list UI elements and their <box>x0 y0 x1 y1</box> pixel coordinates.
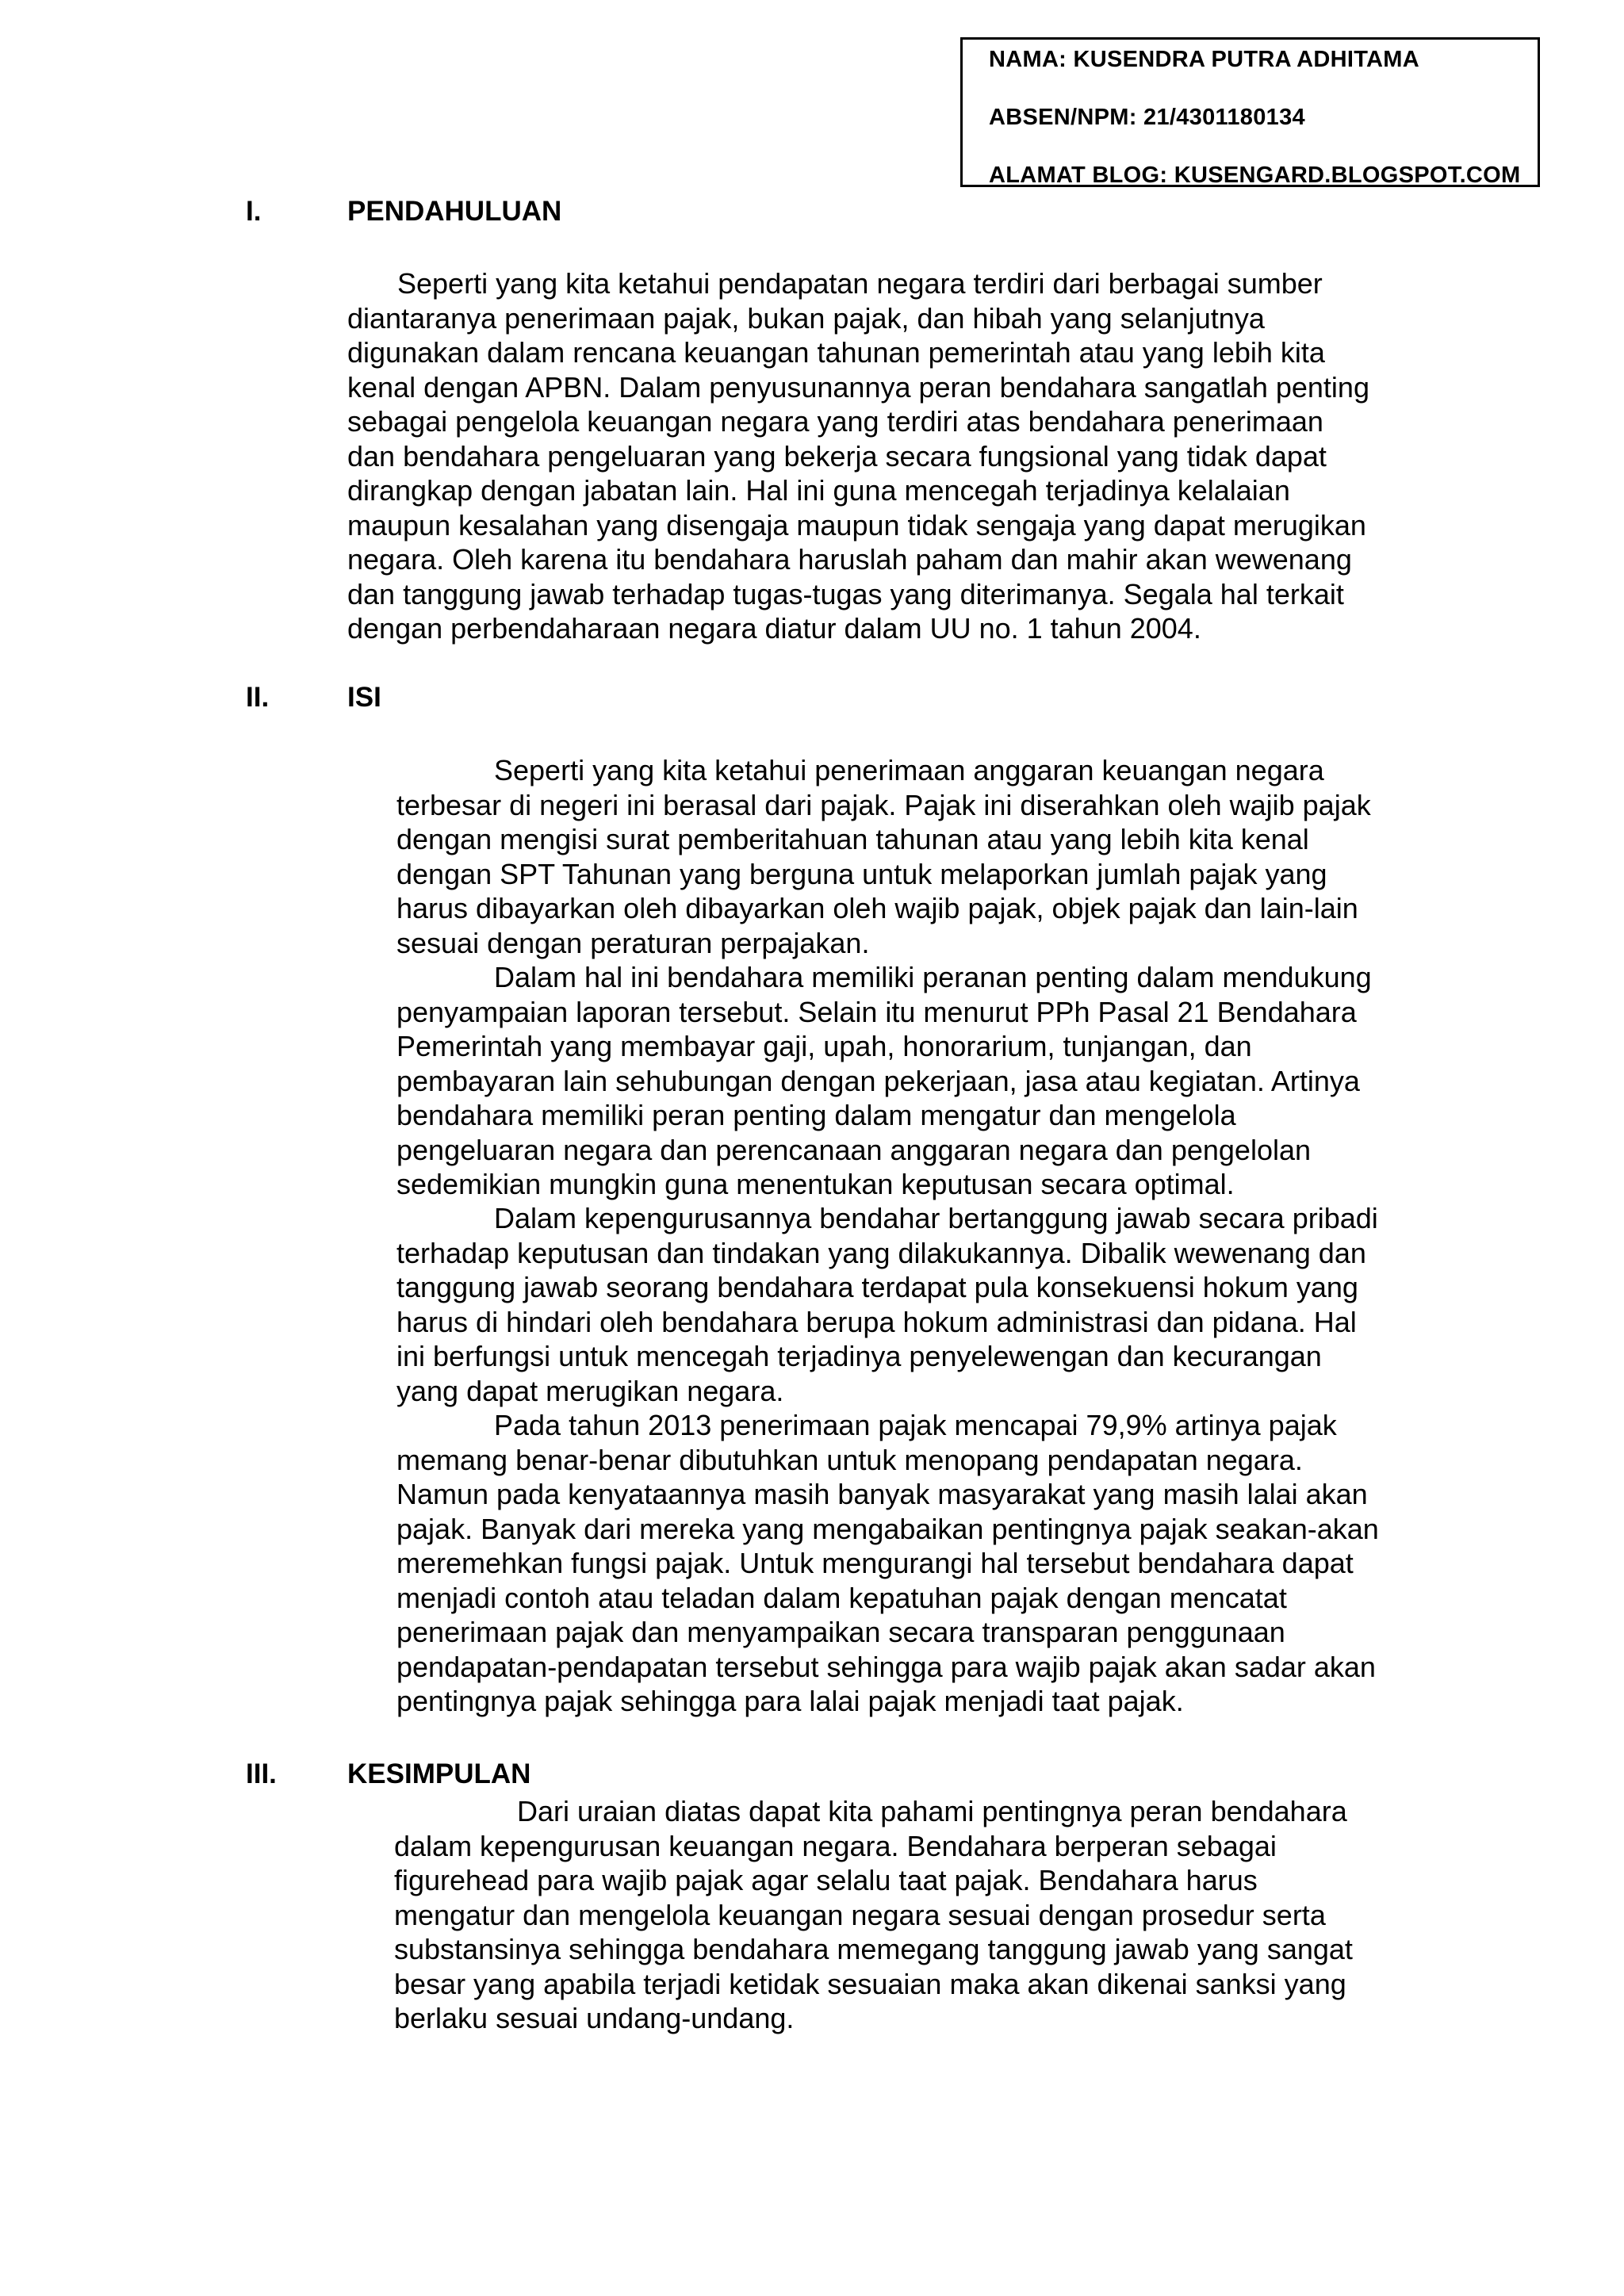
text-line: penyampaian laporan tersebut. Selain itu menurut PPh Pasal 21 Bendahara <box>396 995 1357 1028</box>
paragraph-isi-4 <box>396 1408 1379 1719</box>
section-title: PENDAHULUAN <box>347 196 562 227</box>
student-name: NAMA: KUSENDRA PUTRA ADHITAMA <box>989 47 1420 72</box>
text-line: dengan mengisi surat pemberitahuan tahunan atau yang lebih kita kenal <box>396 823 1309 855</box>
text-line: penerimaan pajak dan menyampaikan secara transparan penggunaan <box>396 1616 1285 1648</box>
text-line: ini berfungsi untuk mencegah terjadinya penyelewengan dan kecurangan <box>396 1340 1322 1372</box>
text-line: negara. Oleh karena itu bendahara haruslah paham dan mahir akan wewenang <box>347 543 1352 576</box>
text-line: sebagai pengelola keuangan negara yang terdiri atas bendahara penerimaan <box>347 405 1323 438</box>
text-line: dirangkap dengan jabatan lain. Hal ini guna mencegah terjadinya kelalaian <box>347 474 1290 507</box>
text-line: terhadap keputusan dan tindakan yang dilakukannya. Dibalik wewenang dan <box>396 1236 1366 1269</box>
text-line: Pemerintah yang membayar gaji, upah, honorarium, tunjangan, dan <box>396 1030 1252 1062</box>
text-line: berlaku sesuai undang-undang. <box>394 2002 795 2034</box>
text-line: Pada tahun 2013 penerimaan pajak mencapai 79,9% artinya pajak <box>494 1409 1337 1441</box>
text-line: terbesar di negeri ini berasal dari pajak. Pajak ini diserahkan oleh wajib pajak <box>396 788 1371 821</box>
paragraph-kesimpulan <box>394 1794 1353 2036</box>
text-line: yang dapat merugikan negara. <box>396 1374 784 1407</box>
student-npm: ABSEN/NPM: 21/4301180134 <box>989 105 1305 130</box>
text-line: sesuai dengan peraturan perpajakan. <box>396 926 870 959</box>
text-line: Seperti yang kita ketahui penerimaan anggaran keuangan negara <box>494 754 1324 786</box>
section-title: KESIMPULAN <box>347 1758 531 1789</box>
text-line: dalam kepengurusan keuangan negara. Bendahara berperan sebagai <box>394 1829 1277 1862</box>
paragraph-isi-2 <box>396 960 1372 1202</box>
section-number: I. <box>246 196 262 227</box>
text-line: diantaranya penerimaan pajak, bukan pajak, dan hibah yang selanjutnya <box>347 301 1265 335</box>
text-line: figurehead para wajib pajak agar selalu taat pajak. Bendahara harus <box>394 1864 1258 1896</box>
text-line: harus dibayarkan oleh dibayarkan oleh wajib pajak, objek pajak dan lain-lain <box>396 892 1358 924</box>
text-line: Dalam hal ini bendahara memiliki peranan penting dalam mendukung <box>494 961 1372 993</box>
text-line: Dari uraian diatas dapat kita pahami pentingnya peran bendahara <box>517 1795 1347 1827</box>
text-line: sedemikian mungkin guna menentukan keputusan secara optimal. <box>396 1168 1235 1200</box>
text-line: dan tanggung jawab terhadap tugas-tugas yang diterimanya. Segala hal terkait <box>347 577 1344 610</box>
text-line: harus di hindari oleh bendahara berupa hokum administrasi dan pidana. Hal <box>396 1305 1357 1338</box>
identity-box <box>960 37 1540 187</box>
text-line: kenal dengan APBN. Dalam penyusunannya peran bendahara sangatlah penting <box>347 370 1369 404</box>
text-line: substansinya sehingga bendahara memegang tanggung jawab yang sangat <box>394 1933 1353 1965</box>
text-line: pengeluaran negara dan perencanaan anggaran negara dan pengelolan <box>396 1133 1312 1166</box>
section-number: II. <box>246 682 270 713</box>
text-line: menjadi contoh atau teladan dalam kepatuhan pajak dengan mencatat <box>396 1581 1287 1614</box>
text-line: besar yang apabila terjadi ketidak sesuaian maka akan dikenai sanksi yang <box>394 1967 1346 2000</box>
text-line: dengan SPT Tahunan yang berguna untuk melaporkan jumlah pajak yang <box>396 857 1327 890</box>
text-line: pembayaran lain sehubungan dengan pekerjaan, jasa atau kegiatan. Artinya <box>396 1064 1360 1097</box>
text-line: meremehkan fungsi pajak. Untuk mengurangi hal tersebut bendahara dapat <box>396 1547 1354 1579</box>
text-line: tanggung jawab seorang bendahara terdapat pula konsekuensi hokum yang <box>396 1271 1358 1303</box>
text-line: maupun kesalahan yang disengaja maupun tidak sengaja yang dapat merugikan <box>347 508 1366 541</box>
text-line: pendapatan-pendapatan tersebut sehingga para wajib pajak akan sadar akan <box>396 1650 1376 1683</box>
text-line: digunakan dalam rencana keuangan tahunan pemerintah atau yang lebih kita <box>347 336 1325 369</box>
blog-address: ALAMAT BLOG: KUSENGARD.BLOGSPOT.COM <box>989 163 1521 188</box>
text-line: bendahara memiliki peran penting dalam mengatur dan mengelola <box>396 1099 1236 1131</box>
section-number: III. <box>246 1758 277 1789</box>
text-line: mengatur dan mengelola keuangan negara sesuai dengan prosedur serta <box>394 1898 1326 1931</box>
text-line: Seperti yang kita ketahui pendapatan negara terdiri dari berbagai sumber <box>397 267 1323 300</box>
paragraph-isi-3 <box>396 1201 1378 1408</box>
paragraph-isi-1 <box>396 753 1371 960</box>
text-line: pajak. Banyak dari mereka yang mengabaikan pentingnya pajak seakan-akan <box>396 1512 1379 1545</box>
text-line: pentingnya pajak sehingga para lalai pajak menjadi taat pajak. <box>396 1685 1184 1717</box>
text-line: Dalam kepengurusannya bendahar bertanggung jawab secara pribadi <box>494 1202 1378 1234</box>
paragraph-pendahuluan <box>347 266 1369 646</box>
section-title: ISI <box>347 682 381 713</box>
text-line: dengan perbendaharaan negara diatur dalam UU no. 1 tahun 2004. <box>347 612 1201 645</box>
text-line: memang benar-benar dibutuhkan untuk menopang pendapatan negara. <box>396 1443 1303 1476</box>
text-line: dan bendahara pengeluaran yang bekerja secara fungsional yang tidak dapat <box>347 439 1327 473</box>
text-line: Namun pada kenyataannya masih banyak masyarakat yang masih lalai akan <box>396 1478 1368 1510</box>
